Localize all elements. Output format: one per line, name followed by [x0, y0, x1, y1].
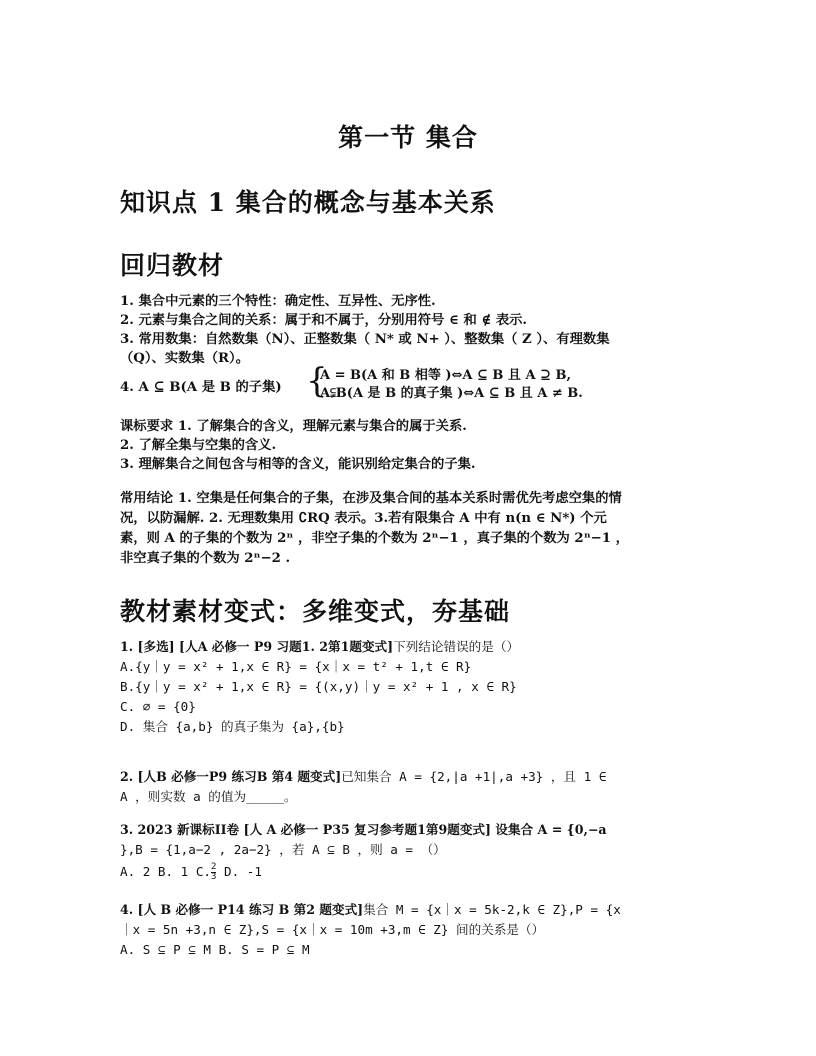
textbook-line-3: 3. 常用数集：自然数集（N）、正整数集（ N* 或 N+ ）、整数集（ Z ）、有理数集 — [120, 332, 610, 347]
case-equal: A = B(A 和 B 相等 )⇔A ⊆ B 且 A ⊇ B, — [320, 368, 572, 383]
question-3-stem — [120, 820, 607, 840]
requirement-line-1: 课标要求 1. 了解集合的含义，理解元素与集合的属于关系. — [120, 419, 467, 434]
brace-symbol: { — [306, 361, 328, 401]
requirement-line-2: 2. 了解全集与空集的含义. — [120, 438, 277, 453]
case-proper-subset: A⫋B(A 是 B 的真子集 )⇔A ⊆ B 且 A ≠ B. — [320, 386, 583, 401]
conclusion-line-2: 况，以防漏解. 2. 无理数集用 ∁RQ 表示。3.若有限集合 A 中有 n(n ∈ N*) 个元 — [120, 511, 607, 526]
question-1-option-c: C. ∅ = {0} — [120, 699, 196, 714]
conclusion-line-3: 素，则 A 的子集的个数为 2ⁿ ，非空子集的个数为 2ⁿ−1 ，真子集的个数为 2ⁿ−1 ， — [120, 531, 629, 546]
textbook-line-1: 1. 集合中元素的三个特性：确定性、互异性、无序性. — [120, 294, 436, 309]
question-4-stem — [120, 900, 621, 920]
question-4-line-3: A. S ⊆ P ⊆ M B. S = P ⊆ M — [120, 942, 310, 957]
question-4-line-2: ｜x = 5n +3,n ∈ Z},S = {x｜x = 10m +3,m ∈ Z} 间的关系是（） — [120, 922, 545, 937]
question-2-line-2: A ，则实数 a 的值为_____。 — [120, 789, 297, 804]
question-1-text: 下列结论错误的是（） — [393, 639, 520, 654]
variants-heading: 教材素材变式：多维变式，夯基础 — [120, 597, 511, 626]
question-4-text: 集合 M = {x｜x = 5k-2,k ∈ Z},P = {x — [363, 902, 621, 917]
question-1-option-a: A.{y｜y = x² + 1,x ∈ R} = {x｜x = t² + 1,t ∈ R} — [120, 659, 472, 674]
question-2-text: 已知集合 A = {2,|a +1|,a +3} ，且 1 ∈ — [341, 769, 607, 784]
return-textbook-heading: 回归教材 — [120, 251, 225, 280]
conclusion-line-1: 常用结论 1. 空集是任何集合的子集，在涉及集合间的基本关系时需优先考虑空集的情 — [120, 491, 622, 506]
question-1-stem — [120, 637, 519, 657]
fraction-two-thirds: $\frac{2}{3}$ — [211, 862, 217, 882]
question-1-option-d: D. 集合 {a,b} 的真子集为 {a},{b} — [120, 719, 345, 734]
question-3-source: 3. 2023 新课标II卷 [人 A 必修一 P35 复习参考题1第9题变式] — [120, 822, 491, 837]
question-4-source: 4. [人 B 必修一 P14 练习 B 第2 题变式] — [120, 902, 364, 917]
subset-prefix: 4. A ⊆ B(A 是 B 的子集) — [120, 380, 282, 395]
page-title: 第一节 集合 — [338, 123, 478, 152]
question-3-text: 设集合 A = {0,−a — [490, 822, 607, 837]
textbook-line-3b: （Q）、实数集（R）。 — [120, 351, 250, 366]
question-3-options-ab: A. 2 B. 1 C. — [120, 864, 211, 879]
knowledge-point-heading: 知识点 1 集合的概念与基本关系 — [120, 188, 496, 217]
question-3-line-2: },B = {1,a−2 , 2a−2} ，若 A ⊆ B ，则 a = （） — [120, 842, 446, 857]
question-3-options — [120, 862, 262, 882]
conclusion-line-4: 非空真子集的个数为 2ⁿ−2 . — [120, 551, 291, 566]
subset-cases — [320, 367, 583, 403]
question-1-source: 1. [多选] [人A 必修一 P9 习题1. 2第1题变式] — [120, 639, 394, 654]
question-2-source: 2. [人B 必修一P9 练习B 第4 题变式] — [120, 769, 342, 784]
question-2-stem — [120, 767, 606, 787]
textbook-line-2: 2. 元素与集合之间的关系：属于和不属于，分别用符号 ∈ 和 ∉ 表示. — [120, 313, 528, 328]
requirement-line-3: 3. 理解集合之间包含与相等的含义，能识别给定集合的子集. — [120, 457, 476, 472]
question-1-option-b: B.{y｜y = x² + 1,x ∈ R} = {(x,y)｜y = x² + 1 , x ∈ R} — [120, 679, 517, 694]
question-3-option-d: D. -1 — [216, 864, 262, 879]
